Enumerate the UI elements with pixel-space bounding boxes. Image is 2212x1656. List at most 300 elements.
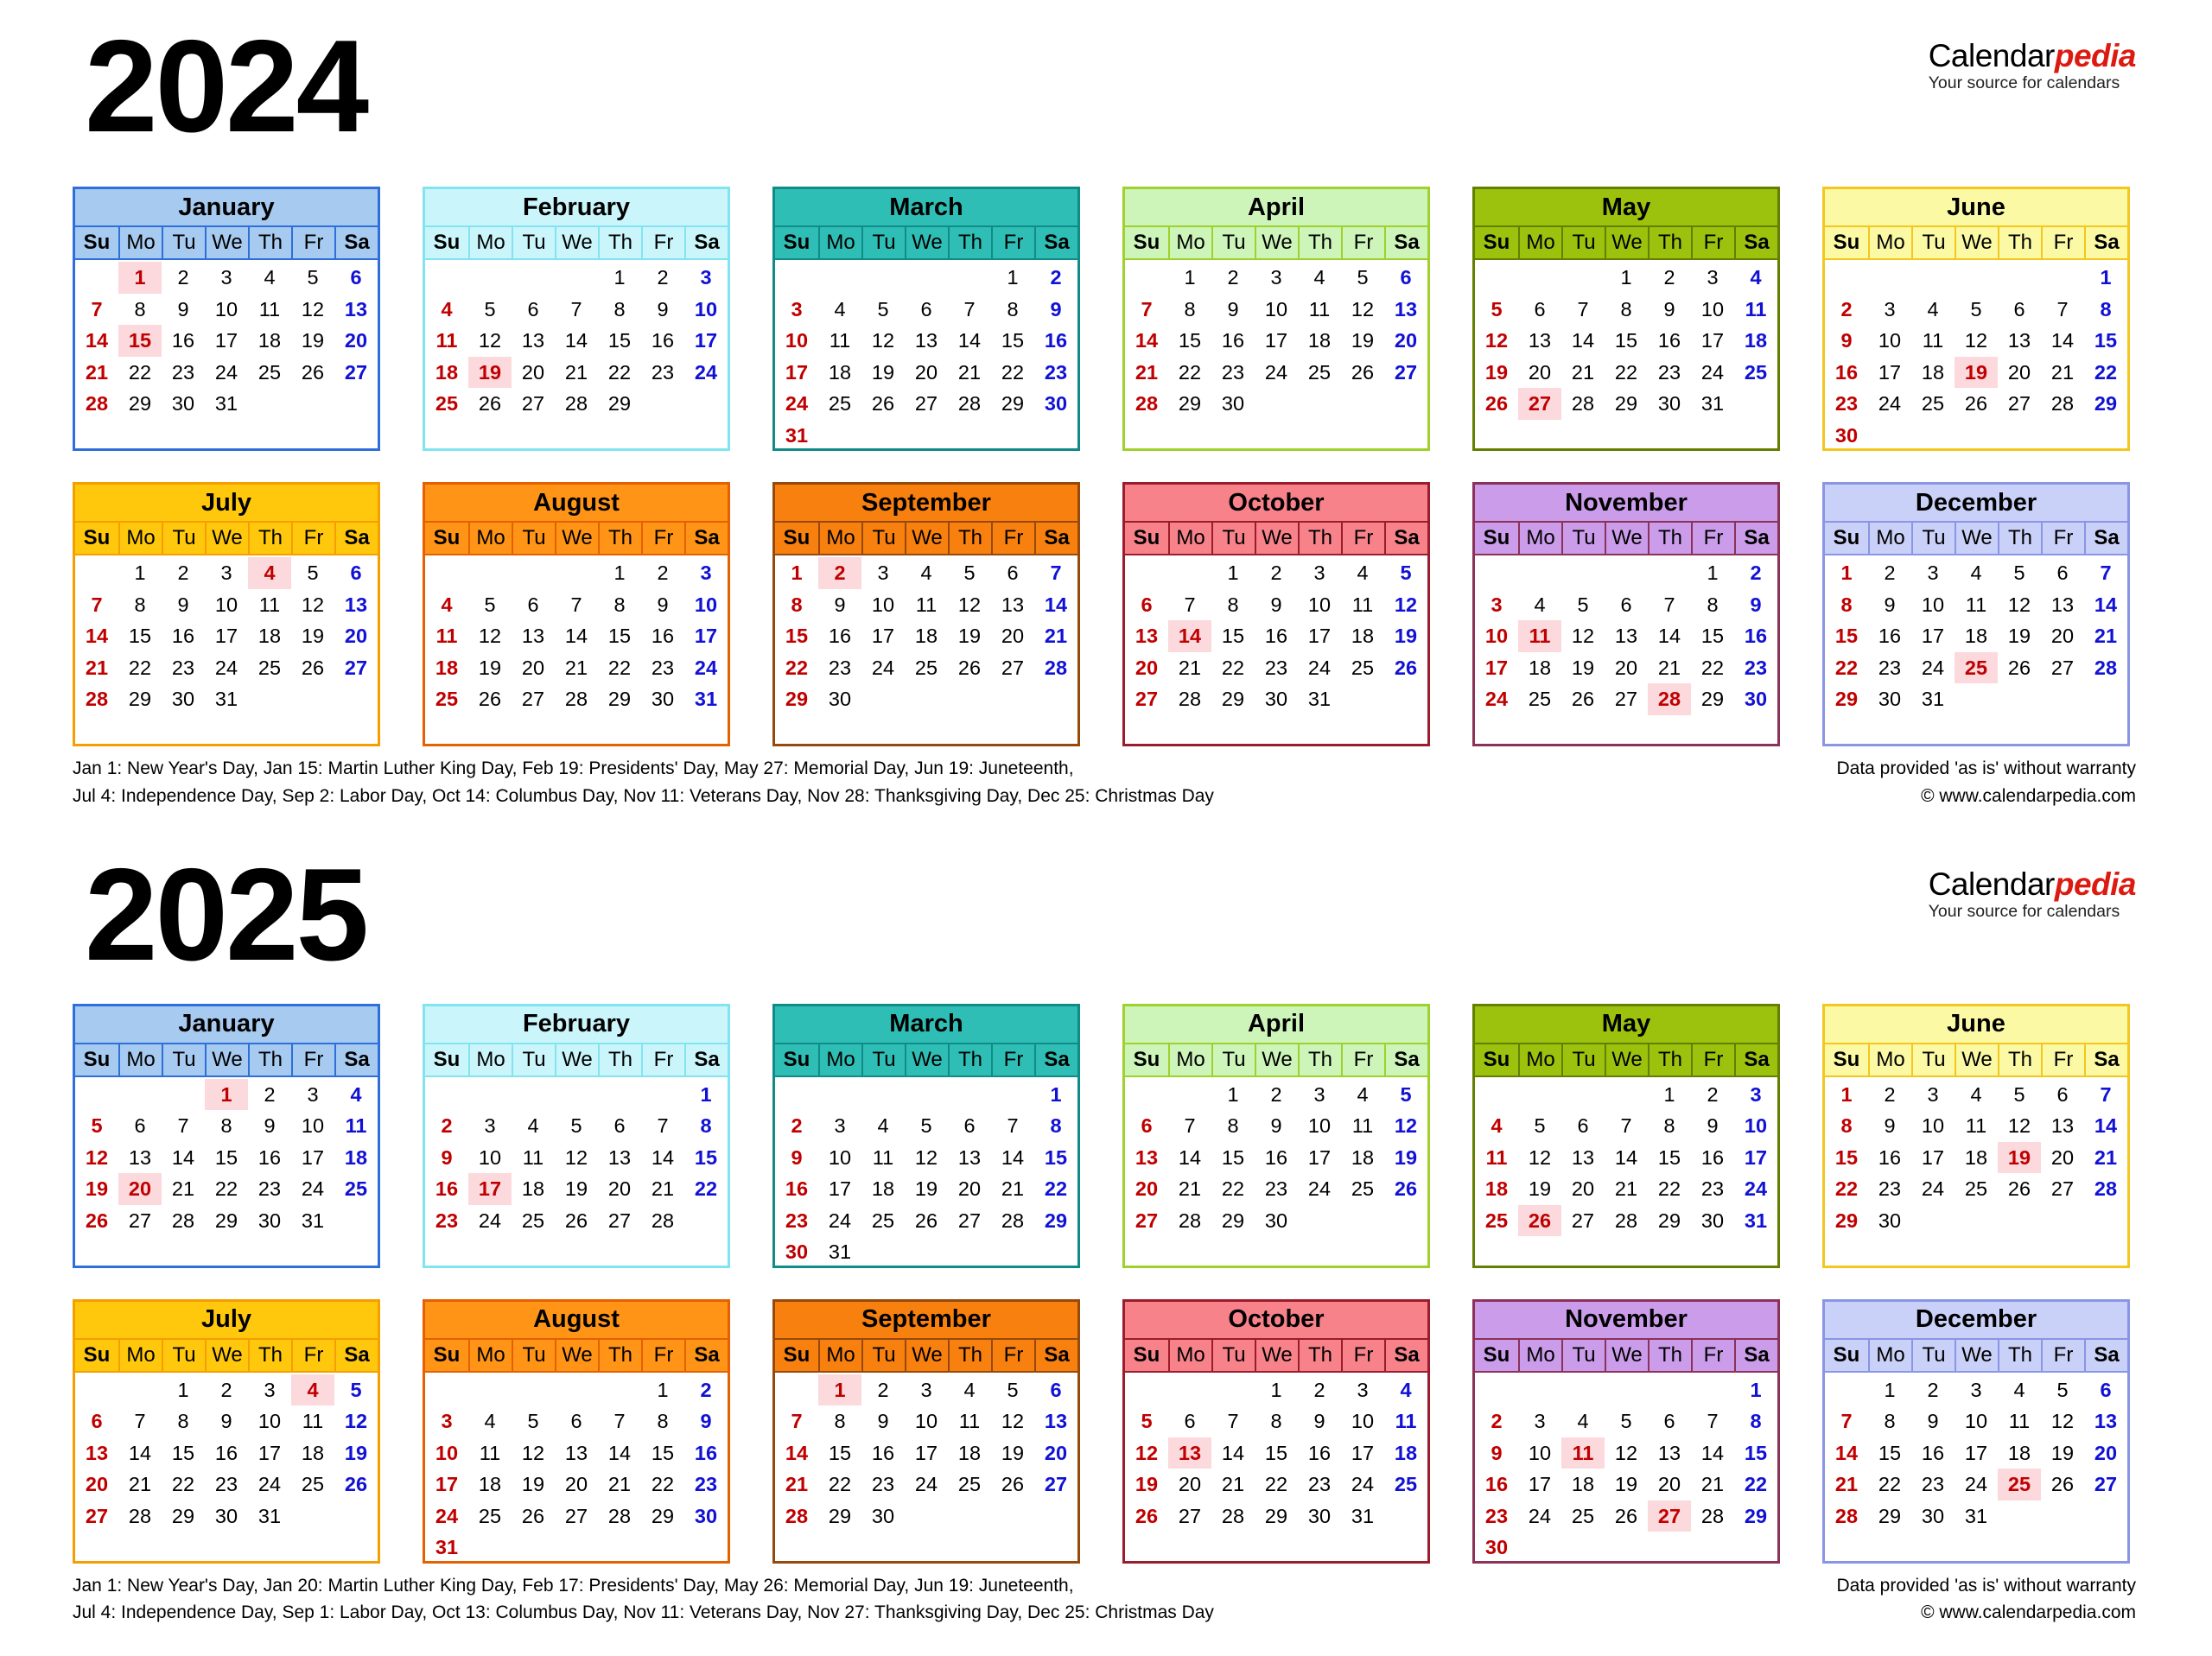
date-cell: 23 [1921, 1473, 1945, 1496]
date-cell: 7 [657, 1114, 669, 1138]
date-cell: 25 [257, 360, 282, 384]
date-cell [1561, 1532, 1605, 1564]
date-cell: 15 [1221, 625, 1245, 648]
date-cell: 30 [1484, 1536, 1509, 1559]
date-cell [334, 1501, 378, 1532]
date-cell: 21 [1178, 656, 1202, 679]
date-cell: 25 [1998, 1469, 2041, 1501]
date-cell: 8 [1663, 1114, 1675, 1138]
date-cell: 22 [607, 360, 632, 384]
date-cell: 13 [521, 625, 545, 648]
year-title: 2024 [85, 13, 367, 160]
date-cell: 5 [920, 1114, 932, 1138]
date-cell [1561, 557, 1605, 589]
date-cell: 3 [700, 266, 712, 289]
weekday-label: Su [783, 526, 810, 550]
calendarpedia-logo[interactable] [1929, 868, 2136, 922]
weekday-header-row [1475, 225, 1777, 260]
date-cell: 26 [1964, 392, 1988, 416]
date-cell [468, 1079, 512, 1111]
date-cell [75, 262, 118, 294]
date-cell [555, 715, 598, 747]
date-cell: 15 [1178, 329, 1202, 352]
date-cell: 9 [1227, 297, 1239, 320]
copyright-link[interactable]: © www.calendarpedia.com [1921, 1602, 2136, 1623]
date-cell: 1 [205, 1079, 248, 1111]
date-cell: 24 [1484, 688, 1509, 711]
date-grid [75, 555, 378, 746]
date-cell: 28 [651, 1209, 675, 1232]
date-cell: 22 [1700, 656, 1725, 679]
month-title: January [75, 1006, 378, 1043]
weekday-label: Tu [861, 523, 905, 554]
date-cell: 14 [1178, 1145, 1202, 1169]
date-cell: 16 [651, 329, 675, 352]
month-calendar-september [772, 1299, 1080, 1564]
date-cell: 16 [214, 1441, 238, 1464]
date-cell: 6 [920, 297, 932, 320]
date-cell [425, 557, 468, 589]
date-cell [425, 1079, 468, 1111]
date-cell: 12 [478, 625, 502, 648]
date-cell: 13 [1528, 329, 1552, 352]
weekday-label: Th [1298, 227, 1341, 258]
date-cell [905, 683, 948, 715]
date-cell [1518, 1374, 1561, 1406]
month-title: July [75, 1302, 378, 1338]
month-calendar-june [1822, 1004, 2130, 1268]
date-cell [512, 1079, 555, 1111]
weekday-label: Th [598, 1340, 641, 1371]
date-cell: 5 [2056, 1378, 2069, 1401]
date-cell: 29 [1044, 1209, 1068, 1232]
date-cell: 8 [700, 1114, 712, 1138]
date-cell [291, 388, 334, 420]
date-cell [1998, 1205, 2041, 1237]
date-cell: 13 [1001, 593, 1025, 616]
month-calendar-july [73, 482, 380, 746]
weekday-label: Sa [1384, 1044, 1427, 1075]
date-cell [818, 420, 861, 452]
date-cell: 28 [1178, 688, 1202, 711]
date-cell: 14 [128, 1441, 152, 1464]
date-cell: 4 [1313, 266, 1325, 289]
date-cell [1998, 1236, 2041, 1268]
date-cell: 25 [1351, 1177, 1375, 1201]
date-cell: 8 [1007, 297, 1019, 320]
date-cell: 18 [257, 625, 282, 648]
date-cell: 28 [564, 688, 588, 711]
date-cell: 16 [257, 1145, 282, 1169]
date-cell: 20 [2050, 1145, 2075, 1169]
date-cell: 31 [435, 1536, 459, 1559]
date-cell [1691, 420, 1734, 452]
date-cell [1255, 388, 1298, 420]
weekday-label: Sa [1734, 1340, 1777, 1371]
date-cell: 15 [828, 1441, 852, 1464]
date-cell: 19 [1614, 1473, 1638, 1496]
date-cell [1561, 1236, 1605, 1268]
date-cell: 6 [1534, 297, 1546, 320]
date-cell: 24 [301, 1177, 325, 1201]
date-cell: 27 [2094, 1473, 2118, 1496]
date-cell: 21 [1657, 656, 1681, 679]
date-cell [425, 715, 468, 747]
date-cell: 15 [171, 1441, 195, 1464]
date-cell: 17 [1744, 1145, 1768, 1169]
date-cell [905, 420, 948, 452]
date-cell: 24 [1921, 1177, 1945, 1201]
date-cell: 12 [85, 1145, 109, 1169]
weekday-label: We [1605, 1340, 1648, 1371]
weekday-label: Fr [2041, 1044, 2084, 1075]
date-cell: 23 [871, 1473, 895, 1496]
weekday-label: Sa [1034, 1044, 1077, 1075]
weekday-label: Su [1483, 1047, 1510, 1071]
date-cell: 3 [264, 1378, 276, 1401]
date-cell [1034, 715, 1077, 747]
date-cell: 25 [1964, 1177, 1988, 1201]
date-cell: 10 [871, 593, 895, 616]
date-cell [818, 262, 861, 294]
date-cell: 13 [2050, 593, 2075, 616]
date-cell [555, 1079, 598, 1111]
date-cell: 28 [1044, 656, 1068, 679]
date-cell: 10 [478, 1145, 502, 1169]
date-cell [75, 1079, 118, 1111]
date-cell: 16 [694, 1441, 718, 1464]
date-cell: 10 [1528, 1441, 1552, 1464]
date-cell: 17 [435, 1473, 459, 1496]
date-cell: 20 [2050, 625, 2075, 648]
date-cell [334, 388, 378, 420]
weekday-label: Su [1133, 1342, 1160, 1367]
date-cell: 26 [1571, 688, 1595, 711]
weekday-label: Fr [1341, 523, 1384, 554]
date-cell: 20 [1571, 1177, 1595, 1201]
date-cell [1825, 1374, 1868, 1406]
weekday-label: Su [83, 231, 111, 255]
date-cell: 10 [1964, 1410, 1988, 1433]
date-cell: 23 [1484, 1504, 1509, 1527]
date-cell: 13 [2007, 329, 2031, 352]
date-cell [1341, 683, 1384, 715]
date-grid [1475, 555, 1777, 746]
weekday-label: Su [433, 1047, 461, 1071]
weekday-label: Fr [1341, 1340, 1384, 1371]
date-cell: 20 [2094, 1441, 2118, 1464]
date-cell: 6 [134, 1114, 146, 1138]
date-cell [1998, 715, 2041, 747]
date-cell: 22 [1657, 1177, 1681, 1201]
date-cell: 4 [920, 562, 932, 585]
date-cell: 11 [435, 625, 458, 648]
date-cell: 24 [1921, 656, 1945, 679]
date-cell: 21 [2094, 1145, 2118, 1169]
date-cell: 12 [1001, 1410, 1025, 1433]
date-cell: 14 [564, 329, 588, 352]
weekday-label: We [205, 523, 248, 554]
weekday-label: Mo [1868, 523, 1911, 554]
date-cell [291, 715, 334, 747]
date-cell: 28 [607, 1504, 632, 1527]
date-cell: 5 [1357, 266, 1369, 289]
date-cell [248, 420, 291, 452]
weekday-header-row [425, 1043, 728, 1077]
date-cell: 3 [220, 562, 232, 585]
date-cell [684, 1532, 728, 1564]
date-cell: 11 [1395, 1410, 1417, 1433]
date-cell [468, 262, 512, 294]
weekday-label: Mo [1518, 1044, 1561, 1075]
date-cell: 10 [214, 593, 238, 616]
date-cell: 28 [128, 1504, 152, 1527]
date-cell: 21 [1221, 1473, 1245, 1496]
weekday-label: Tu [1911, 523, 1955, 554]
footnotes-2024 [73, 755, 2136, 809]
date-cell [1125, 715, 1168, 747]
date-cell: 4 [1357, 562, 1369, 585]
date-cell [118, 1374, 162, 1406]
date-cell: 24 [1528, 1504, 1552, 1527]
date-cell: 30 [1834, 423, 1859, 447]
date-cell: 5 [1534, 1114, 1546, 1138]
date-cell: 22 [171, 1473, 195, 1496]
weekday-label: We [905, 227, 948, 258]
date-cell: 20 [344, 329, 368, 352]
date-grid [75, 260, 378, 451]
date-cell [205, 715, 248, 747]
date-cell [75, 1236, 118, 1268]
date-cell: 1 [700, 1082, 712, 1106]
date-cell: 24 [914, 1473, 938, 1496]
weekday-label: Fr [991, 227, 1034, 258]
weekday-label: Su [1483, 1342, 1510, 1367]
date-cell: 6 [613, 1114, 626, 1138]
date-cell: 3 [877, 562, 889, 585]
date-cell: 27 [1044, 1473, 1068, 1496]
date-cell: 1 [1007, 266, 1019, 289]
date-cell: 6 [1620, 593, 1632, 616]
date-cell: 11 [258, 297, 281, 320]
date-cell: 3 [1750, 1082, 1762, 1106]
date-cell [1034, 420, 1077, 452]
date-cell: 27 [1394, 360, 1418, 384]
date-cell: 31 [1351, 1504, 1375, 1527]
date-cell: 5 [484, 297, 496, 320]
date-cell [1125, 1532, 1168, 1564]
month-calendar-september [772, 482, 1080, 746]
date-cell: 26 [1394, 656, 1418, 679]
date-cell: 5 [1491, 297, 1503, 320]
weekday-label: Tu [1911, 1340, 1955, 1371]
date-cell [468, 1236, 512, 1268]
date-cell: 4 [1970, 1082, 1982, 1106]
weekday-label: Su [1133, 231, 1160, 255]
date-cell: 19 [564, 1177, 588, 1201]
date-cell [75, 420, 118, 452]
date-cell: 19 [1001, 1441, 1025, 1464]
date-cell [991, 1501, 1034, 1532]
date-cell: 16 [1657, 329, 1681, 352]
date-cell: 5 [1620, 1410, 1632, 1433]
weekday-label: We [1955, 523, 1998, 554]
weekday-header-row [75, 1043, 378, 1077]
date-cell [1911, 1205, 1955, 1237]
date-cell [905, 715, 948, 747]
weekday-label: Th [598, 523, 641, 554]
month-title: November [1475, 485, 1777, 521]
date-cell: 4 [291, 1374, 334, 1406]
date-cell: 30 [785, 1240, 809, 1264]
date-cell: 7 [2100, 1082, 2112, 1106]
date-cell: 25 [914, 656, 938, 679]
date-cell: 8 [613, 297, 626, 320]
date-cell: 3 [920, 1378, 932, 1401]
date-cell: 20 [1135, 656, 1159, 679]
date-cell: 11 [479, 1441, 501, 1464]
date-cell: 11 [1561, 1437, 1605, 1469]
date-cell: 2 [1927, 1378, 1939, 1401]
date-cell: 14 [1001, 1145, 1025, 1169]
date-cell [1998, 1501, 2041, 1532]
weekday-label: Sa [2084, 523, 2127, 554]
calendarpedia-logo[interactable] [1929, 40, 2136, 93]
weekday-label: Sa [1034, 227, 1077, 258]
date-cell: 6 [1663, 1410, 1675, 1433]
date-cell: 22 [651, 1473, 675, 1496]
date-cell: 8 [657, 1410, 669, 1433]
weekday-label: Tu [1211, 227, 1255, 258]
date-cell: 1 [791, 562, 803, 585]
date-cell: 17 [785, 360, 809, 384]
date-cell: 10 [694, 593, 718, 616]
date-cell [948, 683, 991, 715]
date-cell [1298, 388, 1341, 420]
weekday-header-row [1125, 225, 1427, 260]
date-cell: 19 [871, 360, 895, 384]
date-cell: 26 [914, 1209, 938, 1232]
weekday-label: Mo [818, 523, 861, 554]
date-cell: 23 [257, 1177, 282, 1201]
weekday-header-row [75, 1338, 378, 1373]
date-cell: 30 [171, 688, 195, 711]
date-cell: 8 [1840, 1114, 1853, 1138]
weekday-label: Mo [1518, 227, 1561, 258]
month-calendar-february [423, 187, 730, 451]
date-cell: 30 [651, 688, 675, 711]
date-cell: 1 [613, 562, 626, 585]
date-cell: 27 [607, 1209, 632, 1232]
date-cell: 27 [128, 1209, 152, 1232]
date-cell: 18 [435, 360, 459, 384]
date-cell: 14 [85, 329, 109, 352]
date-cell [1648, 420, 1691, 452]
date-cell: 6 [2013, 297, 2025, 320]
date-cell: 6 [1050, 1378, 1062, 1401]
date-cell: 15 [214, 1145, 238, 1169]
month-title: June [1825, 189, 2127, 225]
date-cell: 16 [1221, 329, 1245, 352]
date-cell: 13 [1394, 297, 1418, 320]
date-cell: 18 [1571, 1473, 1595, 1496]
date-cell: 24 [214, 360, 238, 384]
date-cell: 17 [1964, 1441, 1988, 1464]
date-cell: 7 [1007, 1114, 1019, 1138]
date-cell: 13 [2050, 1114, 2075, 1138]
date-cell: 7 [177, 1114, 189, 1138]
date-cell: 14 [1834, 1441, 1859, 1464]
date-grid [425, 555, 728, 746]
weekday-label: Fr [1691, 1340, 1734, 1371]
weekday-label: Su [433, 231, 461, 255]
date-cell: 28 [85, 688, 109, 711]
date-cell: 5 [1141, 1410, 1153, 1433]
date-cell [1384, 1205, 1427, 1237]
date-cell: 8 [1227, 1114, 1239, 1138]
date-cell: 3 [1313, 562, 1325, 585]
date-cell: 6 [527, 593, 539, 616]
date-cell: 9 [1663, 297, 1675, 320]
date-cell: 1 [1840, 562, 1853, 585]
date-cell: 10 [214, 297, 238, 320]
month-title: December [1825, 1302, 2127, 1338]
date-cell [468, 557, 512, 589]
date-cell: 18 [1307, 329, 1332, 352]
date-cell: 16 [1878, 1145, 1902, 1169]
date-cell [1734, 420, 1777, 452]
weekday-label: Tu [512, 1044, 555, 1075]
date-cell [1868, 420, 1911, 452]
date-cell: 10 [914, 1410, 938, 1433]
weekday-label: Tu [1911, 227, 1955, 258]
date-cell: 28 [85, 392, 109, 416]
date-cell [861, 420, 905, 452]
date-cell: 10 [1307, 593, 1332, 616]
date-cell: 7 [1184, 1114, 1196, 1138]
date-cell: 20 [85, 1473, 109, 1496]
date-cell: 2 [1050, 266, 1062, 289]
date-cell: 26 [521, 1504, 545, 1527]
copyright-link[interactable]: © www.calendarpedia.com [1921, 785, 2136, 806]
date-cell: 7 [91, 297, 103, 320]
date-cell: 15 [607, 329, 632, 352]
date-cell: 27 [1135, 688, 1159, 711]
date-cell [1955, 1205, 1998, 1237]
date-cell: 27 [914, 392, 938, 416]
date-cell [1518, 1079, 1561, 1111]
date-cell: 20 [521, 360, 545, 384]
weekday-header-row [775, 1338, 1077, 1373]
date-cell: 19 [1484, 360, 1509, 384]
date-cell: 4 [484, 1410, 496, 1433]
date-cell: 7 [1184, 593, 1196, 616]
date-cell: 29 [214, 1209, 238, 1232]
date-cell [1605, 420, 1648, 452]
weekday-label: Th [1998, 1044, 2041, 1075]
weekday-label: We [1955, 227, 1998, 258]
date-cell: 23 [1044, 360, 1068, 384]
date-cell: 2 [1884, 1082, 1896, 1106]
date-cell: 31 [1921, 688, 1945, 711]
weekday-label: Th [598, 227, 641, 258]
date-cell: 6 [2056, 562, 2069, 585]
brand-wordmark [1929, 40, 2136, 73]
date-cell [555, 420, 598, 452]
date-cell: 12 [1394, 1114, 1418, 1138]
weekday-label: Th [948, 227, 991, 258]
date-cell [2041, 1236, 2084, 1268]
